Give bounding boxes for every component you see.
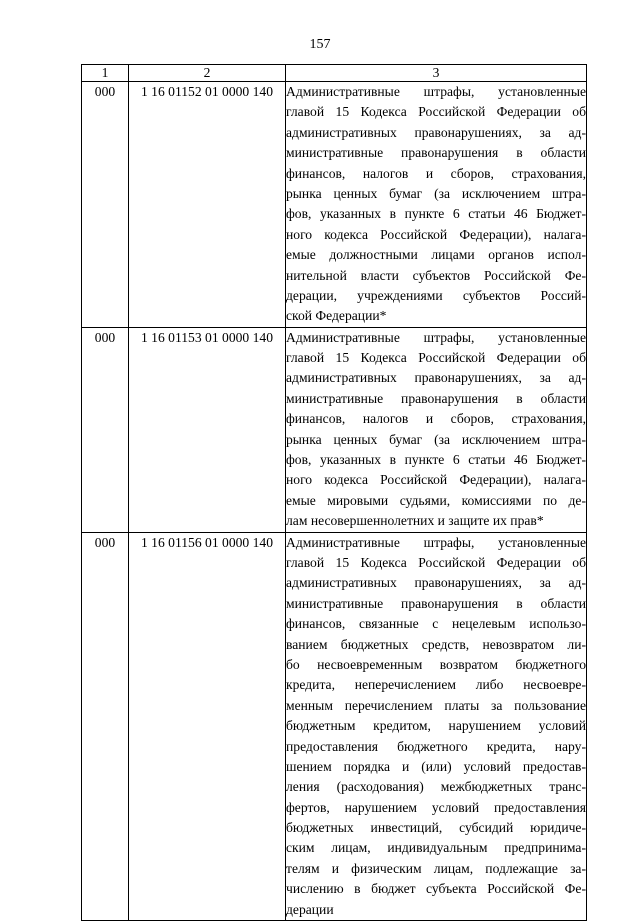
admin-code-cell: 000 [82, 327, 129, 532]
table-row [82, 82, 587, 328]
description-line: кредита, неперечислением либо несвоевре- [286, 677, 586, 693]
description-line: ного кодекса Российской Федерации), налага- [286, 472, 586, 488]
description-line: шением порядка и (или) условий предостав- [286, 758, 586, 774]
admin-code-cell: 000 [82, 532, 129, 920]
description-line: емые мировыми судьями, комиссиями по де- [286, 492, 586, 508]
description-line: нительной власти субъектов Российской Фе- [286, 267, 586, 283]
description-line: рынка ценных бумаг (за исключением штра- [286, 185, 586, 201]
budget-classification-code-cell: 1 16 01156 01 0000 140 [129, 532, 286, 920]
table-row [82, 532, 587, 920]
description-line: рынка ценных бумаг (за исключением штра- [286, 431, 586, 447]
description-line: предоставления бюджетного кредита, нару- [286, 738, 586, 754]
description-line: министративные правонарушения в области [286, 145, 586, 161]
description-cell [286, 82, 587, 328]
description-line: Административные штрафы, установленные [286, 534, 586, 550]
description-line: дерации, учреждениями субъектов Россий- [286, 287, 586, 303]
description-line: административных правонарушениях, за ад- [286, 124, 586, 140]
description-line: министративные правонарушения в области [286, 595, 586, 611]
description-line: административных правонарушениях, за ад- [286, 575, 586, 591]
column-header-1: 1 [82, 65, 129, 82]
description-line: телям и физическим лицам, подлежащие за- [286, 860, 586, 876]
column-header-3: 3 [286, 65, 587, 82]
description-line: Административные штрафы, установленные [286, 84, 586, 99]
description-line: менным перечислением платы за пользование [286, 697, 586, 713]
description-line: ного кодекса Российской Федерации), налага- [286, 226, 586, 242]
table-row [82, 327, 587, 532]
description-line: фов, указанных в пункте 6 статьи 46 Бюджет- [286, 452, 586, 468]
description-line: бюджетным кредитом, нарушением условий [286, 718, 586, 734]
page-number: 157 [309, 37, 331, 52]
description-cell [286, 532, 587, 920]
description-line: административных правонарушениях, за ад- [286, 370, 586, 386]
budget-codes-table [81, 64, 587, 921]
description-line: Административные штрафы, установленные [286, 329, 586, 345]
admin-code-cell: 000 [82, 82, 129, 328]
description-line: фертов, нарушением условий предоставления [286, 799, 586, 815]
description-line: главой 15 Кодекса Российской Федерации об [286, 104, 586, 120]
description-line: числению в бюджет субъекта Российской Фе- [286, 881, 586, 897]
description-line: лам несовершеннолетних и защите их прав* [286, 513, 544, 529]
description-line: главой 15 Кодекса Российской Федерации об [286, 350, 586, 366]
table-body [82, 82, 587, 921]
description-line: главой 15 Кодекса Российской Федерации об [286, 554, 586, 570]
description-line: бо несвоевременным возвратом бюджетного [286, 656, 586, 672]
column-header-2: 2 [129, 65, 286, 82]
table-header-row [82, 65, 587, 82]
description-cell [286, 327, 587, 532]
description-line: емые должностными лицами органов испол- [286, 247, 586, 263]
budget-classification-code-cell: 1 16 01152 01 0000 140 [129, 82, 286, 328]
description-line: финансов, налогов и сборов, страхования, [286, 411, 586, 427]
description-line: ванием бюджетных средств, невозвратом ли- [286, 636, 586, 652]
budget-classification-code-cell: 1 16 01153 01 0000 140 [129, 327, 286, 532]
description-line: ским лицам, индивидуальным предпринима- [286, 840, 586, 856]
description-line: министративные правонарушения в области [286, 390, 586, 406]
description-line: фов, указанных в пункте 6 статьи 46 Бюджет- [286, 206, 586, 222]
description-line: финансов, налогов и сборов, страхования, [286, 165, 586, 181]
description-line: ления (расходования) межбюджетных транс- [286, 779, 586, 795]
description-line: дерации [286, 901, 334, 917]
description-line: финансов, связанные с нецелевым использо- [286, 616, 586, 632]
description-line: ской Федерации* [286, 308, 387, 324]
description-line: бюджетных инвестиций, субсидий юридиче- [286, 820, 586, 836]
